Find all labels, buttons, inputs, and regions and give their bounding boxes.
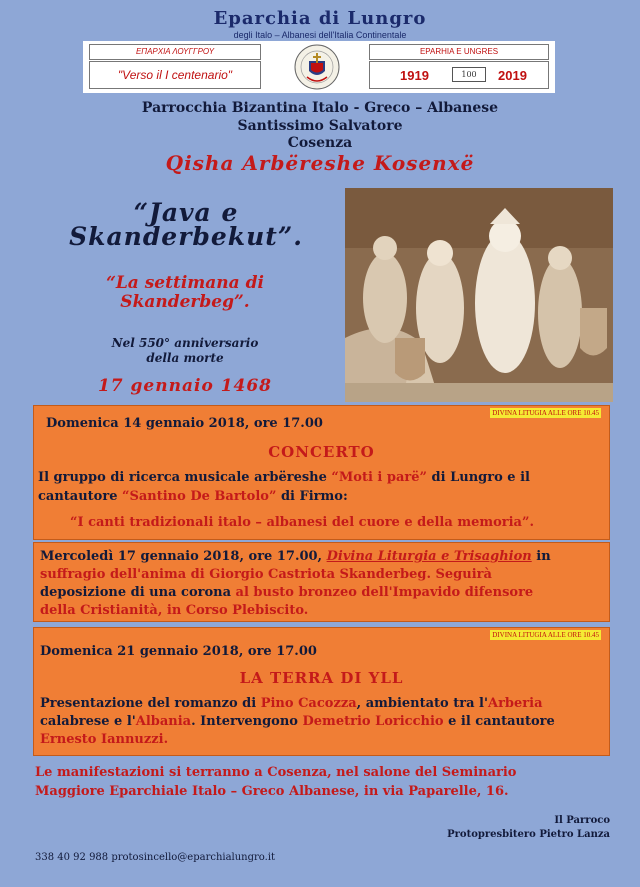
novel-title: LA TERRA DI YLL <box>239 669 404 687</box>
novel-line2 <box>40 714 555 729</box>
event-title-line1: “Java e <box>133 198 239 227</box>
years-box <box>369 61 549 89</box>
event-title-line2: Skanderbekut”. <box>69 222 303 251</box>
novel-date: Domenica 21 gennaio 2018, ore 17.00 <box>40 644 317 659</box>
novel-line1 <box>40 696 543 711</box>
author-name: Pino Cacozza <box>260 696 357 711</box>
novel-line3: Ernesto Iannuzzi. <box>40 732 169 747</box>
greek-eparchy-label: ΕΠΑΡΧΙΑ ΛΟΥΓΓΡΟΥ <box>89 44 261 60</box>
singer-name: “Santino De Bartolo” <box>122 489 277 504</box>
anniversary-line1: Nel 550° anniversario <box>111 336 259 350</box>
venue-line1: Le manifestazioni si terranno a Cosenza, nel salone del Seminario <box>35 765 517 780</box>
event-subtitle-line2: Skanderbeg”. <box>120 292 250 312</box>
parish-city: Cosenza <box>287 135 353 151</box>
bust-text: al busto bronzeo dell'Impavido difensore <box>235 585 534 600</box>
eparchy-seal-icon <box>293 43 341 91</box>
text-part: e il cantautore <box>443 714 555 729</box>
albanian-eparchy-label: EPARHIA E UNGRES <box>369 44 549 60</box>
death-date: 17 gennaio 1468 <box>97 376 273 396</box>
liturgy-line1 <box>40 549 551 564</box>
text-part: , ambientato tra l' <box>356 696 488 711</box>
speaker-name: Demetrio Loricchio <box>302 714 444 729</box>
text-part: cantautore <box>38 489 122 504</box>
text-part: calabrese e l' <box>40 714 136 729</box>
concert-box <box>33 405 610 540</box>
signature-name: Protopresbitero Pietro Lanza <box>447 829 610 840</box>
signature-role: Il Parroco <box>554 815 610 826</box>
concert-date: Domenica 14 gennaio 2018, ore 17.00 <box>46 416 323 431</box>
centenary-motto: "Verso il I centenario" <box>89 61 261 89</box>
text-part: di Lungro e il <box>427 470 530 485</box>
parish-dedication: Santissimo Salvatore <box>237 118 403 134</box>
text-part: Il gruppo di ricerca musicale arbëreshe <box>38 470 332 485</box>
place-arberia: Arberia <box>487 696 543 711</box>
contact-info: 338 40 92 988 protosincello@eparchialungro.it <box>35 852 276 863</box>
text-part: di Firmo: <box>276 489 348 504</box>
year-end: 2019 <box>498 68 527 83</box>
liturgy-line4: della Cristianità, in Corso Plebiscito. <box>40 603 309 618</box>
text-part: Presentazione del romanzo di <box>40 696 261 711</box>
liturgy-line3 <box>40 585 533 600</box>
skanderbeg-monument-photo <box>345 188 613 402</box>
centenary-banner <box>83 41 555 93</box>
concert-line2 <box>38 489 348 504</box>
venue-line2: Maggiore Eparchiale Italo – Greco Albanese, in via Paparelle, 16. <box>35 784 509 799</box>
place-albania: Albania <box>135 714 192 729</box>
text-part: deposizione di una corona <box>40 585 236 600</box>
group-name: “Moti i parë” <box>331 470 428 485</box>
concert-title: CONCERTO <box>268 443 375 461</box>
parish-name: Parrocchia Bizantina Italo - Greco – Albanese <box>141 100 499 116</box>
eparchia-title: Eparchia di Lungro <box>213 8 427 29</box>
anniversary-line2: della morte <box>146 351 224 365</box>
event-subtitle-line1: “La settimana di <box>106 273 264 293</box>
text-part: in <box>531 549 551 564</box>
liturgy-tag: DIVINA LITUGIA ALLE ORE 10.45 <box>492 631 599 639</box>
concert-quote: “I canti tradizionali italo – albanesi del cuore e della memoria”. <box>70 515 534 530</box>
liturgy-box <box>33 542 610 622</box>
text-part: Mercoledì 17 gennaio 2018, ore 17.00, <box>40 549 327 564</box>
liturgy-title: Divina Liturgia e Trisaghion <box>326 549 532 564</box>
centenary-number: 100 <box>452 67 486 82</box>
arbereshe-church-name: Qisha Arbëreshe Kosenxë <box>165 151 475 175</box>
text-part: . Intervengono <box>191 714 303 729</box>
concert-line1 <box>38 470 530 485</box>
year-start: 1919 <box>400 68 429 83</box>
liturgy-tag: DIVINA LITUGIA ALLE ORE 10.45 <box>492 409 599 417</box>
eparchia-subtitle: degli Italo – Albanesi dell'Italia Continentale <box>233 30 407 40</box>
novel-box <box>33 627 610 756</box>
liturgy-line2: suffragio dell'anima di Giorgio Castriota Skanderbeg. Seguirà <box>40 567 492 582</box>
